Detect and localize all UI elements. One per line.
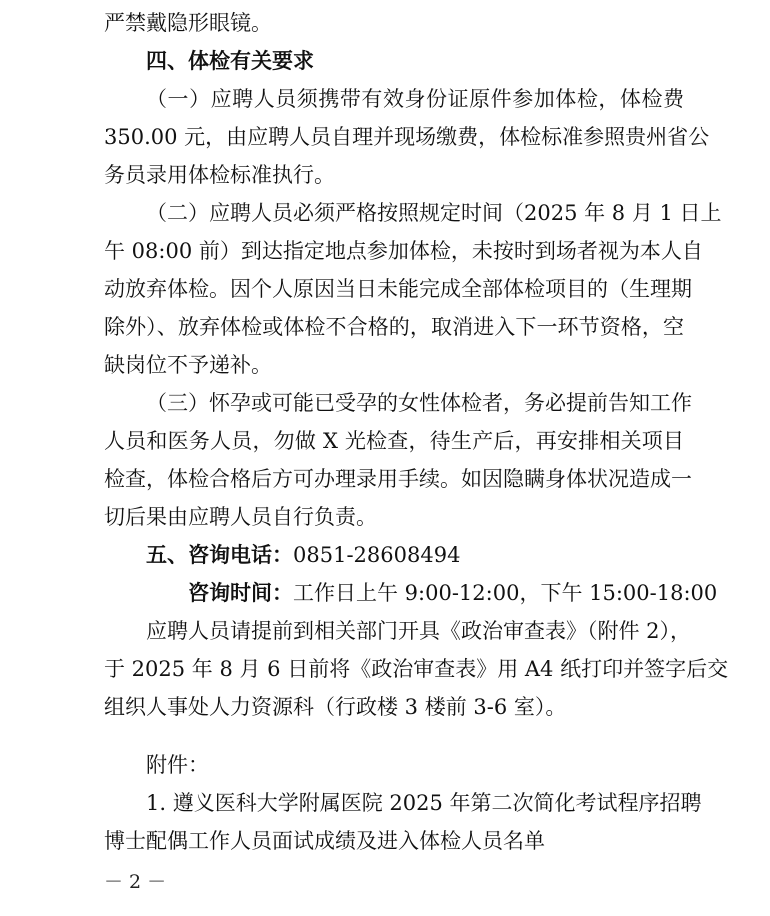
section4-item2-line4: 除外）、放弃体检或体检不合格的，取消进入下一环节资格，空 <box>104 315 684 339</box>
attachments-label: 附件： <box>146 753 209 777</box>
section5-paragraph-line1: 应聘人员请提前到相关部门开具《政治审查表》（附件 2）， <box>146 619 692 643</box>
hours-label: 咨询时间： <box>188 581 293 605</box>
section5-contact-line <box>146 536 684 574</box>
section4-item3-line2: 人员和医务人员，勿做 X 光检查，待生产后，再安排相关项目 <box>104 429 684 453</box>
section4-item3-line4: 切后果由应聘人员自行负责。 <box>104 505 377 529</box>
hours-value: 工作日上午 9:00-12:00，下午 15:00-18:00 <box>293 581 718 605</box>
section4-item1-line1: （一）应聘人员须携带有效身份证原件参加体检，体检费 <box>146 87 684 111</box>
attachment-item1-line2: 博士配偶工作人员面试成绩及进入体检人员名单 <box>104 829 545 853</box>
section4-item3-line1: （三）怀孕或可能已受孕的女性体检者，务必提前告知工作 <box>146 391 692 415</box>
section4-item1-line2: 350.00 元，由应聘人员自理并现场缴费，体检标准参照贵州省公 <box>104 125 710 149</box>
section4-item1-line3: 务员录用体检标准执行。 <box>104 163 335 187</box>
section5-heading: 五、咨询电话： <box>146 543 293 567</box>
section5-hours-line <box>188 574 718 612</box>
section4-item2-line3: 动放弃体检。因个人原因当日未能完成全部体检项目的（生理期 <box>104 277 692 301</box>
section4-heading: 四、体检有关要求 <box>146 49 314 73</box>
section4-item2-line2: 午 08:00 前）到达指定地点参加体检，未按时到场者视为本人自 <box>104 239 703 263</box>
attachment-item1-line1: 1. 遵义医科大学附属医院 2025 年第二次简化考试程序招聘 <box>146 791 702 815</box>
section5-paragraph-line3: 组织人事处人力资源科（行政楼 3 楼前 3-6 室）。 <box>104 695 567 719</box>
section4-item2-line5: 缺岗位不予递补。 <box>104 353 272 377</box>
contact-phone: 0851-28608494 <box>293 543 461 567</box>
page-number: － 2 － <box>104 871 167 893</box>
fragment-top: 严禁戴隐形眼镜。 <box>104 11 272 35</box>
section4-item2-line1: （二）应聘人员必须严格按照规定时间（2025 年 8 月 1 日上 <box>146 201 722 225</box>
section4-item3-line3: 检查，体检合格后方可办理录用手续。如因隐瞒身体状况造成一 <box>104 467 692 491</box>
section5-paragraph-line2: 于 2025 年 8 月 6 日前将《政治审查表》用 A4 纸打印并签字后交 <box>104 657 729 681</box>
